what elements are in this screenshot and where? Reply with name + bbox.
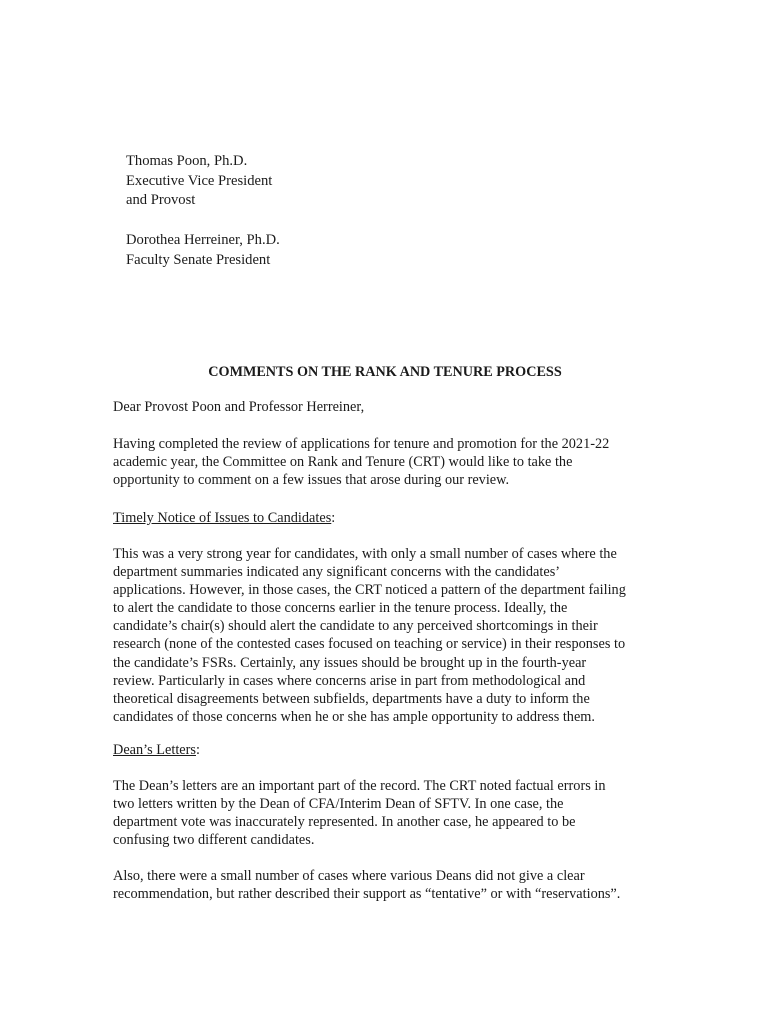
addressee-line: Dorothea Herreiner, Ph.D. xyxy=(126,232,280,248)
addressee-senate-president xyxy=(126,231,280,270)
paragraph-line: to alert the candidate to those concerns earlier in the tenure process. Ideally, the xyxy=(113,600,568,617)
section-heading-text: Dean’s Letters xyxy=(113,742,196,758)
section-heading-text: Timely Notice of Issues to Candidates xyxy=(113,510,332,526)
deans-recommendation-paragraph xyxy=(113,867,673,903)
paragraph-line: applications. However, in those cases, the CRT noticed a pattern of the department failing xyxy=(113,582,626,599)
paragraph-line: This was a very strong year for candidates, with only a small number of cases where the xyxy=(113,546,617,562)
paragraph-line: research (none of the contested cases focused on teaching or service) in their responses to xyxy=(113,636,626,653)
paragraph-line: the candidate’s FSRs. Certainly, any issues should be brought up in the fourth-year xyxy=(113,654,587,671)
salutation xyxy=(113,398,673,416)
addressee-line: Faculty Senate President xyxy=(126,251,271,268)
document-title: COMMENTS ON THE RANK AND TENURE PROCESS xyxy=(208,364,562,380)
section-heading-line xyxy=(113,741,673,759)
paragraph-line: The Dean’s letters are an important part of the record. The CRT noted factual errors in xyxy=(113,778,606,794)
paragraph-line: candidates of those concerns when he or she has ample opportunity to address them. xyxy=(113,708,595,725)
paragraph-line: confusing two different candidates. xyxy=(113,832,315,849)
paragraph-line: Also, there were a small number of cases where various Deans did not give a clear xyxy=(113,868,585,884)
paragraph-line: opportunity to comment on a few issues that arose during our review. xyxy=(113,472,510,489)
salutation-text: Dear Provost Poon and Professor Herreiner, xyxy=(113,399,365,415)
paragraph-line: theoretical disagreements between subfields, departments have a duty to inform the xyxy=(113,690,590,707)
timely-notice-paragraph xyxy=(113,545,673,726)
section-heading-colon: : xyxy=(331,510,336,526)
paragraph-line: department vote was inaccurately represented. In another case, he appeared to be xyxy=(113,814,576,831)
paragraph-line: review. Particularly in cases where concerns arise in part from methodological and xyxy=(113,672,586,689)
section-heading-line xyxy=(113,509,673,527)
section-heading-timely-notice xyxy=(113,509,673,527)
addressee-line: Thomas Poon, Ph.D. xyxy=(126,153,248,169)
paragraph-line: Having completed the review of applications for tenure and promotion for the 2021-22 xyxy=(113,436,610,452)
addressee-line: and Provost xyxy=(126,192,196,208)
intro-paragraph xyxy=(113,435,673,489)
paragraph-line: candidate’s chair(s) should alert the candidate to any perceived shortcomings in their xyxy=(113,618,598,635)
deans-letters-paragraph xyxy=(113,777,673,849)
paragraph-line: two letters written by the Dean of CFA/Interim Dean of SFTV. In one case, the xyxy=(113,796,564,813)
paragraph-line: recommendation, but rather described their support as “tentative” or with “reservations”. xyxy=(113,886,621,903)
paragraph-line: academic year, the Committee on Rank and Tenure (CRT) would like to take the xyxy=(113,454,573,471)
section-heading-deans-letters xyxy=(113,741,673,759)
addressee-line: Executive Vice President xyxy=(126,172,273,189)
paragraph-line: department summaries indicated any significant concerns with the candidates’ xyxy=(113,564,561,581)
addressee-provost xyxy=(126,152,272,211)
section-heading-colon: : xyxy=(195,742,200,758)
